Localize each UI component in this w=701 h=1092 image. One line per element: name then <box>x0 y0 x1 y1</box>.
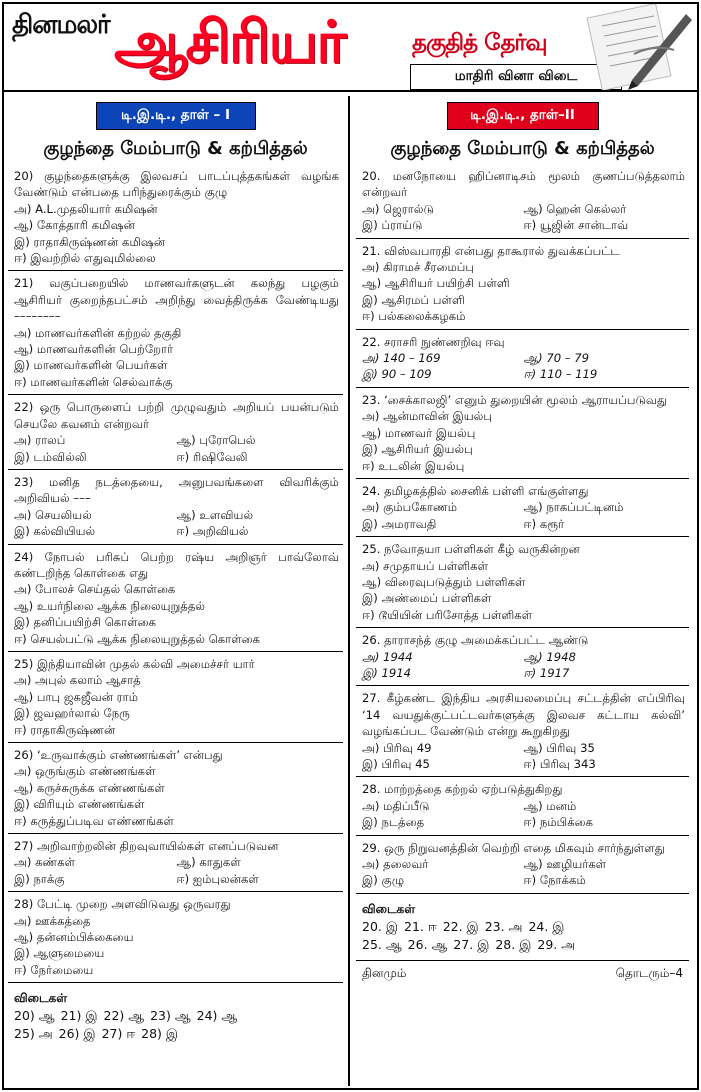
answer-option: ஈ) ராதாகிருஷ்ணன் <box>14 722 116 737</box>
subtitle: தகுதித் தேர்வு <box>412 30 547 56</box>
answer-option: அ) A.L.முதலியார் கமிஷன் <box>14 201 158 216</box>
answer-option-row <box>14 507 339 523</box>
column-divider <box>348 96 350 1086</box>
question-block <box>356 776 689 834</box>
answer-key: 22. இ <box>442 918 479 934</box>
answer-option: இ) ஜவஹர்லால் நேரு <box>14 706 130 721</box>
question-block <box>356 685 689 776</box>
question-text: 27) அறிவாற்றலின் திறவுவாயில்கள் எனப்படுவன <box>14 839 279 854</box>
answer-option: ஈ) நம்பிக்கை <box>523 815 594 830</box>
right-section-title: குழந்தை மேம்பாடு & கற்பித்தல் <box>390 138 655 159</box>
question-block <box>8 651 343 742</box>
answer-option: ஆ) தன்னம்பிக்கையை <box>14 930 134 945</box>
answer-option: இ) ராதாகிருஷ்ணன் கமிஷன் <box>14 234 166 249</box>
question-text: 20. மனநோயை ஹிப்னாடிசம் மூலம் குணப்படுத்தலாம் என்றவர் <box>362 169 685 200</box>
answer-option-row <box>362 740 685 756</box>
question-block <box>356 164 689 238</box>
answer-option: ஆ) ஆசிரியர் பயிற்சி பள்ளி <box>362 276 510 291</box>
answer-key: 23) ஆ <box>150 1008 191 1024</box>
answer-key: 24) ஆ <box>196 1008 238 1024</box>
left-answers-row-1 <box>14 1007 339 1025</box>
pen-paper-illustration <box>574 4 696 90</box>
brand-logo: தினமலர் <box>12 10 110 40</box>
question-text: 28) பேட்டி முறை அளவிடுவது ஒருவரது <box>14 897 231 912</box>
answer-option-row <box>362 350 685 366</box>
main-title: ஆசிரியர் <box>114 8 345 76</box>
answer-option: ஆ) மாணவர்களின் பெற்றோர் <box>14 342 174 357</box>
answer-option: அ) கிராமச் சீரமைப்பு <box>362 260 475 275</box>
answer-option: ஆ) மனம் <box>523 798 577 813</box>
question-text: 23. ‘சைக்காலஜி’ எனும் துறையின் மூலம் ஆராயப்படுவது <box>362 392 668 407</box>
question-text: 24. தமிழகத்தில் சைனிக் பள்ளி எங்குள்ளது <box>362 483 589 498</box>
answer-option-row <box>362 649 685 665</box>
answer-option: இ) ஆசிரமப் பள்ளி <box>362 292 465 307</box>
question-text: 22) ஒரு பொருளைப் பற்றி முழுவதும் அறியப் பயன்படும் செயலே கவனம் என்றவர் <box>14 400 339 431</box>
question-text: 20) குழந்தைகளுக்கு இலவசப் பாடப்புத்தகங்கள் வழங்க வேண்டும் என்பதை பரிந்துரைக்கும் குழு <box>14 169 339 200</box>
question-block <box>8 833 343 891</box>
answer-key: 29. அ <box>537 936 576 952</box>
paper-1-label: டி.இ.டி., தாள் – I <box>96 102 256 130</box>
answer-option: அ) தலைவர் <box>362 857 429 872</box>
question-text: 25) இந்தியாவின் முதல் கல்வி அமைச்சர் யார் <box>14 656 255 671</box>
answer-option: ஈ) யூஜின் சான்டாவ் <box>523 218 629 233</box>
question-text: 24) நோபல் பரிசுப் பெற்ற ரஷ்ய அறிஞர் பாவ்லோவ் கண்டறிந்த கொள்கை எது <box>14 549 339 580</box>
footer-continued: தொடரும்–4 <box>615 965 683 980</box>
answer-option: அ) 1944 <box>362 649 413 664</box>
answer-option: அ) கும்பகோணம் <box>362 500 458 515</box>
answer-key: 21) இ <box>60 1008 98 1024</box>
answer-option: அ) அபுல் கலாம் ஆசாத் <box>14 673 141 688</box>
answer-option: அ) ஜெரால்டு <box>362 201 434 216</box>
right-answers-row-1 <box>362 918 685 936</box>
question-text: 27. கீழ்கண்ட இந்திய அரசியலமைப்பு சட்டத்தின் எப்பிரிவு ‘14 வயதுக்குட்பட்டவர்களுக்கு இலவச கட்டாய கல்வி’ வழங்கப்பட வேண்டும் என்று கூறுகிறது <box>362 691 685 739</box>
answer-key: 26) இ <box>58 1026 96 1042</box>
question-block <box>356 387 689 478</box>
question-block <box>356 329 689 387</box>
question-text: 29. ஒரு நிறுவனத்தின் வெற்றி எதை மிகவும் சார்ந்துள்ளது <box>362 840 665 855</box>
answer-option-row <box>362 665 685 681</box>
answer-option-row <box>362 814 685 830</box>
answer-option: ஆ) ஹென் கெல்லர் <box>523 201 627 216</box>
answer-key: 20. இ <box>362 918 399 934</box>
answer-option-row <box>362 798 685 814</box>
answer-option: ஆ) பிரிவு 35 <box>523 740 595 755</box>
answer-option: இ) தனிப்பயிற்சி கொள்கை <box>14 615 157 630</box>
answer-option: இ) விரியும் எண்ணங்கள் <box>14 797 145 812</box>
answer-option: இ) மாணவர்களின் பெயர்கள் <box>14 358 168 373</box>
paper-2-label: டி.இ.டி., தாள்–II <box>447 102 599 130</box>
answer-option: ஆ) ஊழியர்கள் <box>523 857 607 872</box>
answer-key: 22) ஆ <box>103 1008 145 1024</box>
answer-option: ஆ) உயர்நிலை ஆக்க நிலையுறுத்தல் <box>14 598 206 613</box>
left-column <box>8 96 343 1047</box>
answer-option: ஆ) புரோபெல் <box>176 433 256 448</box>
answer-key: 27) ஈ <box>101 1026 136 1042</box>
right-answers <box>356 893 689 958</box>
right-answers-row-2 <box>362 936 685 954</box>
left-answers-row-2 <box>14 1025 339 1043</box>
answer-option-row <box>362 856 685 872</box>
answer-key: 24. இ <box>528 918 565 934</box>
answer-option: ஈ) கரூர் <box>523 516 565 531</box>
answer-option: ஆ) உளவியல் <box>176 507 254 522</box>
answer-option: ஈ) நோக்கம் <box>523 873 586 888</box>
question-block <box>356 478 689 536</box>
question-block <box>8 469 343 544</box>
answer-option: ஆ) கருச்சுருக்க எண்ணங்கள் <box>14 780 165 795</box>
answer-key: 28) இ <box>141 1026 179 1042</box>
answer-option: ஈ) கருத்துப்படிவ எண்ணங்கள் <box>14 813 174 828</box>
question-block <box>356 627 689 685</box>
answer-option: ஈ) ஐம்புலன்கள் <box>176 871 259 886</box>
answer-option: ஈ) பிரிவு 343 <box>523 757 596 771</box>
answer-option: இ) டம்வில்லி <box>14 449 87 464</box>
footer-daily: தினமும் <box>362 965 407 980</box>
answer-option: இ) ப்ராய்டு <box>362 218 423 233</box>
answer-option: ஆ) 70 – 79 <box>523 351 590 366</box>
answer-key: 20) ஆ <box>14 1008 55 1024</box>
answer-option: ஆ) காதுகள் <box>176 855 241 870</box>
question-block <box>8 544 343 651</box>
question-text: 28. மாற்றத்தை கற்றல் ஏற்படுத்துகிறது <box>362 782 563 797</box>
answer-option-row <box>14 854 339 870</box>
answer-option-row <box>14 523 339 539</box>
answer-option: ஆ) மாணவர் இயல்பு <box>362 425 476 440</box>
answer-option-row <box>14 432 339 448</box>
answer-option: ஈ) நேர்மையை <box>14 962 94 977</box>
answer-key: 25. ஆ <box>362 936 402 952</box>
answer-option: இ) 90 – 109 <box>362 367 432 382</box>
answer-option: ஈ) அறிவியல் <box>176 524 249 539</box>
answer-key: 26. ஆ <box>407 936 448 952</box>
answer-option: ஆ) கோத்தாரி கமிஷன் <box>14 218 135 233</box>
question-text: 21) வகுப்பறையில் மாணவர்களுடன் கலந்து பழகும் ஆசிரியர் குறைந்தபட்சம் அறிந்து வைத்திருக்க வேண்டியது –––––––– <box>14 276 339 324</box>
question-block <box>8 891 343 982</box>
answer-option-row <box>362 499 685 515</box>
answer-option: அ) செயலியல் <box>14 507 92 522</box>
question-text: 22. சராசரி நுண்ணறிவு ஈவு <box>362 334 505 349</box>
right-answers-heading: விடைகள் <box>362 901 416 916</box>
answer-option: அ) கண்கள் <box>14 855 76 870</box>
answer-option: ஈ) 1917 <box>523 665 570 680</box>
page-footer <box>356 960 689 985</box>
answer-option: ஈ) 110 – 119 <box>523 367 598 382</box>
question-text: 23) மனித நடத்தையை, அனுபவங்களை விவரிக்கும் அறிவியல் ––– <box>14 474 339 506</box>
answer-option-row <box>362 201 685 217</box>
question-block <box>8 164 343 270</box>
answer-option: அ) 140 – 169 <box>362 351 441 366</box>
answer-option: அ) பிரிவு 49 <box>362 740 432 755</box>
answer-option: இ) 1914 <box>362 665 411 680</box>
question-block <box>356 835 689 893</box>
question-block <box>356 536 689 627</box>
answer-option: ஈ) செயல்பட்டு ஆக்க நிலையுறுத்தல் கொள்கை <box>14 631 261 646</box>
answer-option: இ) ஆளுமையை <box>14 946 105 961</box>
left-answers-heading: விடைகள் <box>14 991 68 1006</box>
question-block <box>8 270 343 394</box>
answer-key: 23. அ <box>484 918 523 934</box>
answer-option: அ) ஊக்கத்தை <box>14 913 91 928</box>
answer-option-row <box>14 871 339 887</box>
answer-option: ஆ) விரைவுபடுத்தும் பள்ளிகள் <box>362 574 526 589</box>
answer-option: அ) ஆன்மாவின் இயல்பு <box>362 409 492 424</box>
answer-option: அ) ஒருங்கும் எண்ணங்கள் <box>14 764 156 779</box>
question-block <box>8 742 343 833</box>
left-section-title: குழந்தை மேம்பாடு & கற்பித்தல் <box>43 138 308 159</box>
question-block <box>356 238 689 329</box>
answer-option: ஈ) மாணவர்களின் செல்வாக்கு <box>14 374 173 389</box>
answer-option: அ) ராலப் <box>14 433 66 448</box>
left-answers <box>8 982 343 1047</box>
question-block <box>8 394 343 469</box>
answer-option: அ) மதிப்பீடு <box>362 798 430 813</box>
right-column <box>356 96 689 985</box>
header-banner <box>4 4 697 92</box>
answer-key: 25) அ <box>14 1026 53 1042</box>
answer-option: ஈ) உடலின் இயல்பு <box>362 458 465 473</box>
answer-option: அ) போலச் செய்தல் கொள்கை <box>14 582 176 597</box>
right-question-list <box>356 164 689 893</box>
answer-option-row <box>362 217 685 233</box>
answer-option: அ) சமுதாயப் பள்ளிகள் <box>362 558 489 573</box>
answer-option: இ) அண்மைப் பள்ளிகள் <box>362 591 492 606</box>
question-text: 25. நவோதயா பள்ளிகள் கீழ் வருகின்றன <box>362 542 580 557</box>
answer-option: இ) குழு <box>362 873 405 888</box>
answer-key: 21. ஈ <box>404 918 437 934</box>
answer-option: ஈ) பல்கலைக்கழகம் <box>362 309 466 324</box>
answer-option: இ) ஆசிரியர் இயல்பு <box>362 442 473 457</box>
answer-option: ஆ) நாகப்பட்டினம் <box>523 500 624 515</box>
answer-option: ஈ) இவற்றில் எதுவுமில்லை <box>14 251 156 266</box>
answer-option: ஈ) ரிஷிவேலி <box>176 449 248 464</box>
answer-option: இ) பிரிவு 45 <box>362 757 430 771</box>
answer-option: ஈ) டூயியின் பரிசோத்த பள்ளிகள் <box>362 607 533 622</box>
answer-option-row <box>362 872 685 888</box>
answer-option-row <box>362 756 685 772</box>
question-text: 26) ‘உருவாக்கும் எண்ணங்கள்’ என்பது <box>14 748 223 762</box>
subtitle-box: மாதிரி வினா விடை <box>410 64 622 90</box>
left-question-list <box>8 164 343 982</box>
answer-option: ஆ) 1948 <box>523 649 576 664</box>
answer-option-row <box>362 516 685 532</box>
answer-option: இ) கல்வியியல் <box>14 524 96 539</box>
answer-option-row <box>362 366 685 382</box>
question-text: 26. தாராசந்த் குழு அமைக்கப்பட்ட ஆண்டு <box>362 633 589 648</box>
answer-option: இ) நாக்கு <box>14 871 65 886</box>
answer-option: ஆ) பாபு ஜகஜீவன் ராம் <box>14 689 139 704</box>
answer-key: 28. இ <box>495 936 532 952</box>
answer-key: 27. இ <box>453 936 490 952</box>
answer-option: அ) மாணவர்களின் கற்றல் தகுதி <box>14 325 182 340</box>
answer-option: இ) நடத்தை <box>362 815 425 830</box>
question-text: 21. விஸ்வபாரதி என்பது தாகூரால் துவக்கப்பட்ட <box>362 243 620 258</box>
answer-option: இ) அமராவதி <box>362 516 437 531</box>
answer-option-row <box>14 449 339 465</box>
